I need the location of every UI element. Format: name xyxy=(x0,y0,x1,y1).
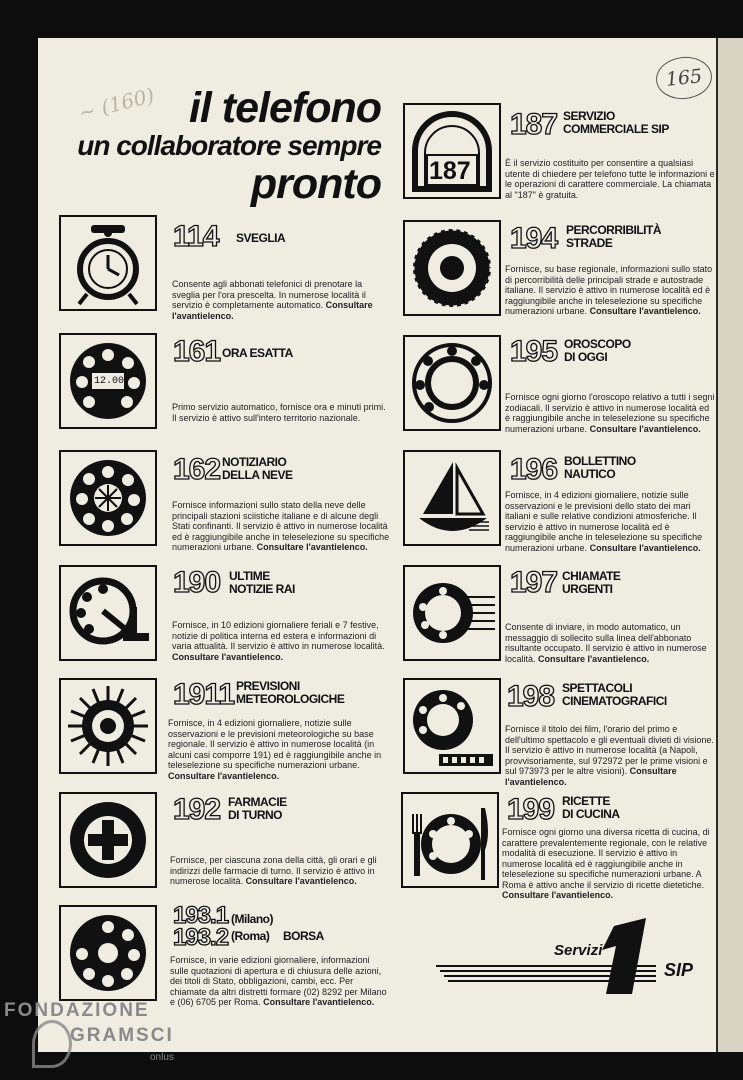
service-label-161: ORA ESATTA xyxy=(222,346,293,360)
service-number-199: 199 xyxy=(507,793,555,826)
service-text-114: Consente agli abbonati telefonici di prenotare la sveglia per l'ora prescelta. In numerose località il servizio è completamente automatico. Consultare l'avantielenco. xyxy=(172,279,373,321)
service-text-161: Primo servizio automatico, fornisce ora e minuti primi. Il servizio è attivo sull'intero territorio nazionale. xyxy=(172,402,386,423)
service-label-187: SERVIZIO COMMERCIALE SIP xyxy=(563,109,669,136)
service-number-114: 114 xyxy=(173,220,219,253)
service-text-187: È il servizio costituito per consentire a qualsiasi utente di chiedere per telefono tutte le informazioni e le operazioni di carattere commerciale. La chiamata al "187" è gratuita. xyxy=(505,158,715,200)
tyre-dial-icon xyxy=(403,220,501,316)
servizi-text: Servizi xyxy=(554,942,603,959)
service-label-195: OROSCOPO DI OGGI xyxy=(564,337,631,364)
service-text-197: Consente di inviare, in modo automatico, un messaggio di sollecito sulla linea dell'abbonato risultante occupato. Il servizio è attivo in numerose località. Consultare l'avantielenco. xyxy=(505,622,707,664)
stock-dial-icon xyxy=(59,905,157,1001)
service-number-198: 198 xyxy=(507,680,555,713)
service-label-192: FARMACIE DI TURNO xyxy=(228,795,287,822)
watermark-fondazione: FONDAZIONE xyxy=(4,1000,150,1021)
service-number-197: 197 xyxy=(510,566,558,599)
service-number-190: 190 xyxy=(173,566,221,599)
sun-dial-icon xyxy=(59,678,157,774)
headline-line-1: il telefono xyxy=(188,84,381,132)
service-number-187: 187 xyxy=(510,108,558,141)
sailboat-icon xyxy=(403,450,501,546)
service-label-1911: PREVISIONI METEOROLOGICHE xyxy=(236,679,345,706)
service-text-198: Fornisce il titolo dei film, l'orario del primo e dell'ultimo spettacolo e gli eventuali divieti di visione. Il servizio è attivo in numerose località (a Napoli, provvisoriamente, sul 972972 per le prime visioni e sul 973973 per le altre visioni). Consultare l'avantielenco. xyxy=(505,724,714,787)
service-text-195: Fornisce ogni giorno l'oroscopo relativo a tutti i segni zodiacali. Il servizio è attivo in numerose località ed è raggiungibile anche in teleselezione su specifiche numerazioni urbane. Consultare l'avantielenco. xyxy=(505,392,715,434)
film-dial-icon xyxy=(403,678,501,774)
dial-clock-icon xyxy=(59,333,157,429)
service-number-195: 195 xyxy=(510,335,558,368)
watermark-gramsci: GRAMSCI xyxy=(70,1025,174,1046)
news-dial-icon xyxy=(59,565,157,661)
pharmacy-cross-icon xyxy=(59,792,157,888)
service-label-198: SPETTACOLI CINEMATOGRAFICI xyxy=(562,681,667,708)
service-text-192: Fornisce, per ciascuna zona della città, gli orari e gli indirizzi delle farmacie di turno. Il servizio è attivo in numerose località. Consultare l'avantielenco. xyxy=(170,855,377,886)
service-label-194: PERCORRIBILITÀ STRADE xyxy=(566,223,661,250)
service-label-197: CHIAMATE URGENTI xyxy=(562,569,621,596)
clock-display: 12.00 xyxy=(94,376,125,387)
service-text-196: Fornisce, in 4 edizioni giornaliere, notizie sulle osservazioni e le previsioni dello stato dei mari italiani e sulle relative condizioni atmosferiche. Il servizio è attivo in numerose località ed è raggiungibile anche in teleselezione su specifiche numerazioni urbane. Consultare l'avantielenco. xyxy=(505,490,703,553)
service-label-190: ULTIME NOTIZIE RAI xyxy=(229,569,295,596)
service-number-194: 194 xyxy=(510,222,558,255)
sip-text: SIP xyxy=(664,960,694,980)
servizi-sip-logo xyxy=(436,918,716,998)
service-number-192: 192 xyxy=(173,793,221,826)
service-text-190: Fornisce, in 10 edizioni giornaliere feriali e 7 festive, notizie di politica interna ed estera e informazioni di varia attualità. Il servizio è attivo in numerose località. Consultare l'avantielenco. xyxy=(172,620,385,662)
speeding-dial-icon xyxy=(403,565,501,661)
service-text-193: Fornisce, in varie edizioni giornaliere, informazioni sulle quotazioni di apertura e di chiusura delle azioni, dei titoli di Stato, obbligazioni, cambi, ecc. Per chiamate da altri distretti formare (02) 8292 per Milano e (06) 6705 per Roma. Consultare l'avantielenco. xyxy=(170,955,387,1007)
snowflake-dial-icon xyxy=(59,450,157,546)
service-number-1911: 1911 xyxy=(173,678,235,711)
service-label-193: BORSA xyxy=(283,929,324,943)
service-number-161: 161 xyxy=(173,335,221,368)
service-number-196: 196 xyxy=(510,453,558,486)
alarm-clock-icon xyxy=(59,215,157,311)
next-page-edge xyxy=(716,38,743,1052)
headline-line-3: pronto xyxy=(250,160,381,208)
pencil-scribble: ~ (160) xyxy=(76,83,157,125)
service-city-193-roma: (Roma) xyxy=(231,929,270,943)
service-number-162: 162 xyxy=(173,453,221,486)
service-city-193-milano: (Milano) xyxy=(231,912,273,926)
watermark-onlus: onlus xyxy=(150,1052,174,1063)
service-label-162: NOTIZIARIO DELLA NEVE xyxy=(222,455,293,482)
service-text-162: Fornisce informazioni sullo stato della neve delle principali stazioni sciistiche italiane e di alcune degli Stati confinanti. Il servizio è attivo in numerose località ed è raggiungibile anche in teleselezione su specifiche numerazioni urbane. Consultare l'avantielenco. xyxy=(172,500,390,552)
plate-cutlery-icon xyxy=(401,792,499,888)
service-label-196: BOLLETTINO NAUTICO xyxy=(564,454,636,481)
page-number: 165 xyxy=(654,54,714,102)
arch-187-text: 187 xyxy=(429,157,471,185)
service-label-199: RICETTE DI CUCINA xyxy=(562,794,620,821)
service-text-1911: Fornisce, in 4 edizioni giornaliere, notizie sulle osservazioni e le previsioni meteorologiche su base regionale. Il servizio è attivo in numerose località (in alcuni casi comporre 191) ed è raggiungibile anche in teleselezione su specifiche numerazioni urbane. Consultare l'avantielenco. xyxy=(168,718,382,781)
headline-line-2: un collaboratore sempre xyxy=(77,130,381,161)
service-label-114: SVEGLIA xyxy=(236,231,286,245)
horoscope-dial-icon xyxy=(403,335,501,431)
service-text-199: Fornisce ogni giorno una diversa ricetta di cucina, di carattere prevalentemente regionale, con le relative modalità di esecuzione. Il servizio è attivo in numerose località ed è raggiungibile anche in teleselezione su specifiche numerazioni urbane. A Roma è attivo anche il servizio di ricette dietetiche. Consultare l'avantielenco. xyxy=(502,827,710,900)
service-text-194: Fornisce, su base regionale, informazioni sullo stato di percorribilità delle principali strade e autostrade italiane. Il servizio è attivo in numerose località ed è raggiungibile anche in teleselezione su specifiche numerazioni urbane. Consultare l'avantielenco. xyxy=(505,264,713,316)
watermark-emblem xyxy=(32,1020,72,1068)
service-number-193: 193.1 193.2 xyxy=(173,902,229,951)
arch-187-icon xyxy=(403,103,501,199)
